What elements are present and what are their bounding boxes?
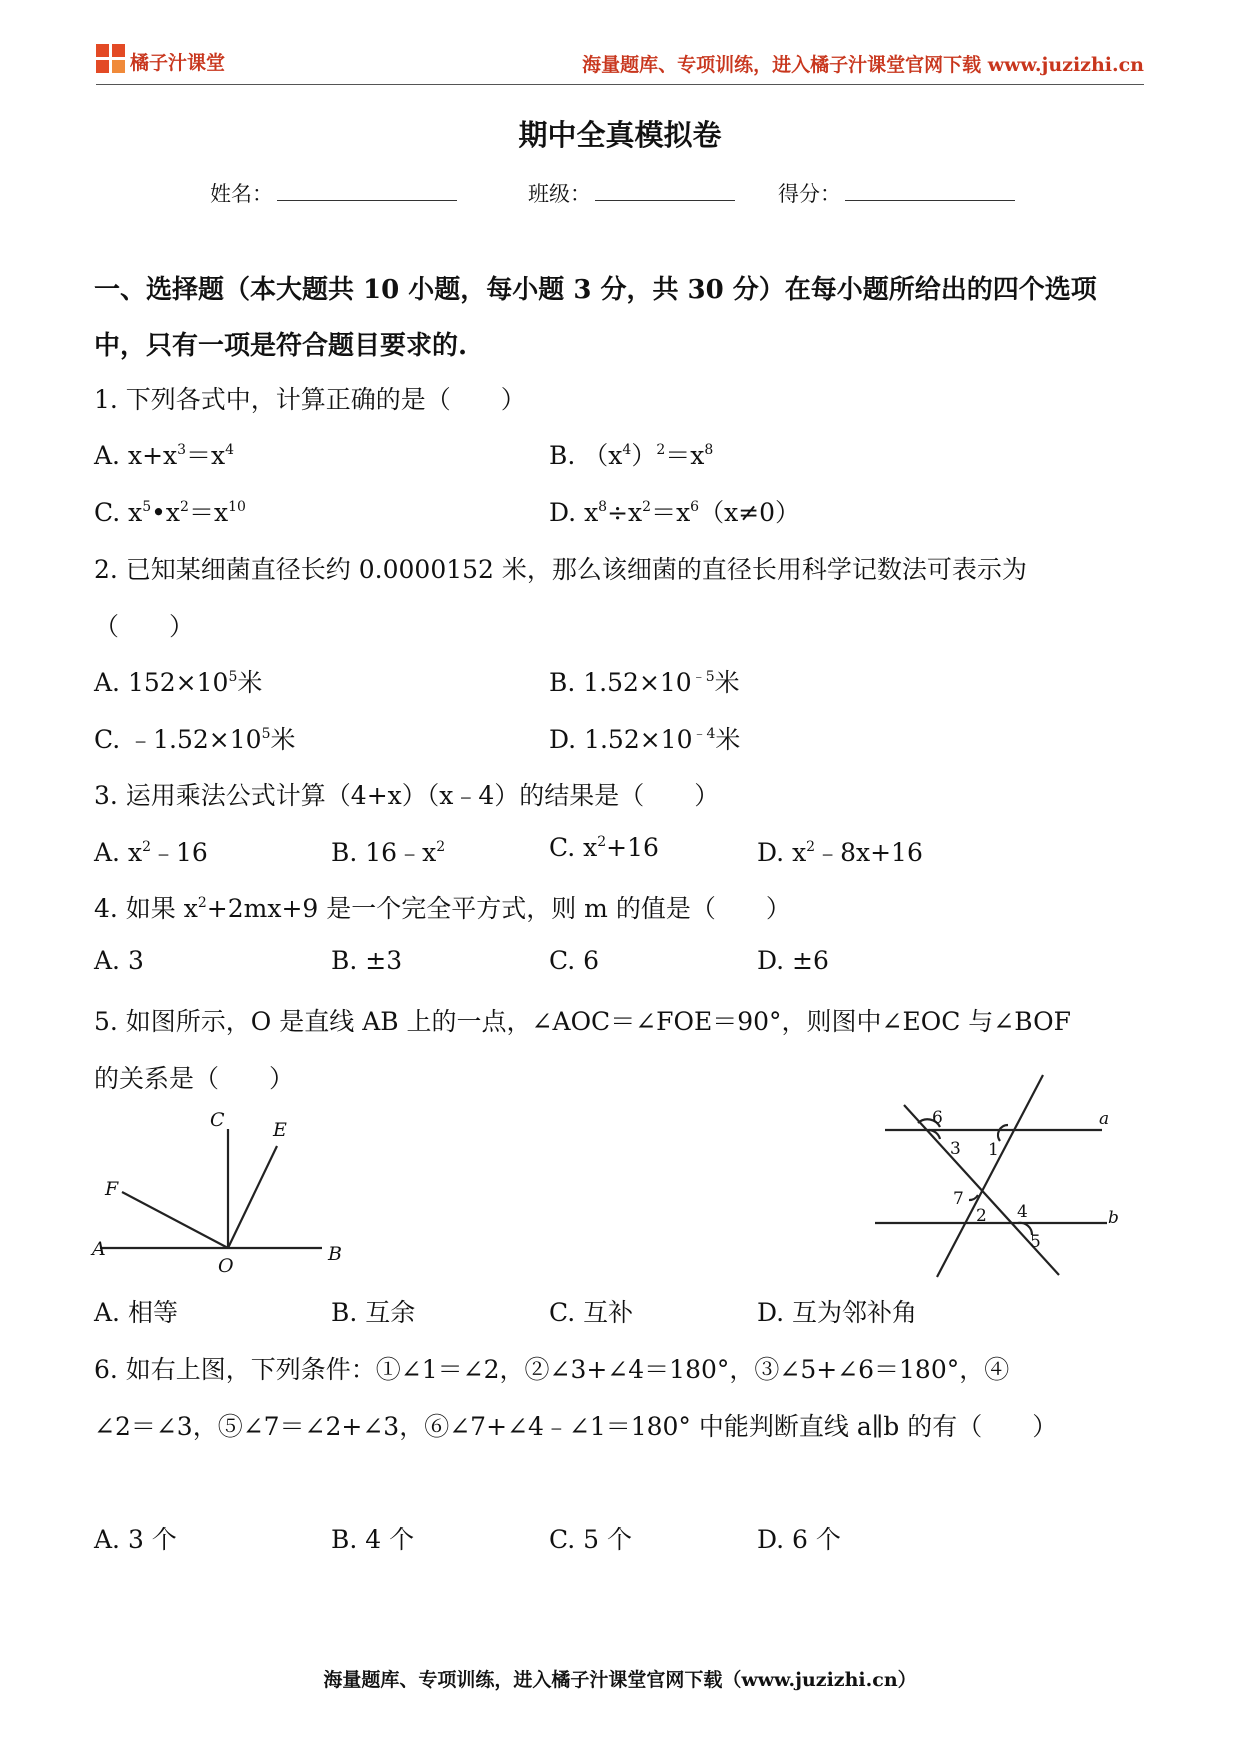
q6-option-a: A. 3 个 (94, 1525, 177, 1554)
label-e: E (273, 1119, 287, 1141)
q6-option-b: B. 4 个 (331, 1525, 415, 1554)
class-field (528, 178, 735, 208)
q5-stem-cont: 的关系是（ ） (94, 1064, 295, 1093)
label-3: 3 (950, 1139, 961, 1159)
label-5: 5 (1030, 1232, 1041, 1252)
class-label: 班级： (528, 182, 591, 206)
ray-oe (228, 1146, 277, 1248)
q6-stem-cont: ∠2＝∠3，⑤∠7＝∠2+∠3，⑥∠7+∠4﹣∠1＝180° 中能判断直线 a∥b 的有（ ） (94, 1412, 1058, 1441)
label-1: 1 (988, 1140, 999, 1160)
header-slogan: 海量题库、专项训练，进入橘子汁课堂官网下载 www.juzizhi.cn (582, 54, 1144, 76)
q4-option-a: A. 3 (94, 946, 144, 975)
q6-option-c: C. 5 个 (549, 1525, 632, 1554)
label-line-b: b (1108, 1208, 1119, 1228)
label-line-a: a (1099, 1109, 1110, 1129)
score-blank (845, 182, 1015, 201)
q5-angle-figure (90, 1105, 350, 1277)
q2-option-d: D. $1.52\times 10^{﹣4}$米 (549, 725, 741, 754)
logo-icon (96, 44, 126, 74)
label-a: A (92, 1238, 106, 1260)
q2-stem: 2. 已知某细菌直径长约 0.0000152 米，那么该细菌的直径长用科学记数法可表示为 (94, 555, 1027, 584)
label-o: O (218, 1255, 234, 1277)
q2-option-a: A. $152\times 10^5$米 (94, 668, 263, 697)
logo-text: 橘子汁课堂 (130, 52, 226, 74)
q2-option-b: B. $1.52\times 10^{﹣5}$米 (549, 668, 740, 697)
label-f: F (105, 1178, 119, 1200)
score-field (778, 178, 1015, 208)
q4-option-d: D. ±6 (757, 946, 829, 975)
footer-text: 海量题库、专项训练，进入橘子汁课堂官网下载（www.juzizhi.cn） (323, 1669, 917, 1691)
q1-option-d: D. $x^8\div x^2=x^6(x\ne 0)$ (549, 498, 801, 527)
label-4: 4 (1017, 1202, 1028, 1222)
q5-option-a: A. 相等 (94, 1298, 178, 1327)
q6-parallel-figure (870, 1065, 1130, 1290)
q5-option-d: D. 互为邻补角 (757, 1298, 918, 1327)
class-blank (595, 182, 735, 201)
section-heading: 一、选择题（本大题共 10 小题，每小题 3 分，共 30 分）在每小题所给出的四个选项中，只有一项是符合题目要求的. (94, 275, 1097, 361)
name-blank (277, 182, 457, 201)
ray-of (122, 1192, 228, 1248)
header-divider (96, 84, 1144, 85)
q3-option-d: D. $x^2﹣8x+16$ (757, 838, 923, 867)
q1-option-a: A. $x+x^3=x^4$ (94, 441, 235, 470)
q3-option-a: A. $x^2﹣16$ (94, 838, 208, 867)
q4-option-b: B. ±3 (331, 946, 403, 975)
q4-option-c: C. 6 (549, 946, 600, 975)
page-title: 期中全真模拟卷 (518, 118, 722, 152)
q1-stem: 1. 下列各式中，计算正确的是（ ） (94, 385, 526, 414)
name-label: 姓名： (210, 182, 273, 206)
q3-stem: 3. 运用乘法公式计算（4+x）（x﹣4）的结果是（ ） (94, 781, 720, 810)
q3-option-c: C. $x^2+16$ (549, 833, 659, 862)
q2-option-c: C. $﹣1.52\times 10^5$米 (94, 725, 296, 754)
q5-stem: 5. 如图所示，O 是直线 AB 上的一点，∠AOC＝∠FOE＝90°，则图中∠EOC 与∠BOF (94, 1007, 1071, 1036)
q5-option-b: B. 互余 (331, 1298, 416, 1327)
score-label: 得分： (778, 182, 841, 206)
angle-arc-1 (998, 1125, 1008, 1141)
q1-option-b: B. $(x^4)^2=x^8$ (549, 441, 714, 470)
q4-stem: 4. 如果 $x^2+2mx+9$ 是一个完全平方式，则 m 的值是（ ） (94, 894, 791, 923)
label-7: 7 (953, 1189, 964, 1209)
q1-option-c: C. $x^5•x^2=x^{10}$ (94, 498, 246, 527)
q6-option-d: D. 6 个 (757, 1525, 841, 1554)
label-b: B (328, 1243, 342, 1265)
label-2: 2 (976, 1206, 987, 1226)
transversal-1 (937, 1075, 1043, 1277)
q2-stem-cont: （ ） (94, 612, 195, 641)
q5-option-c: C. 互补 (549, 1298, 634, 1327)
name-field (210, 178, 457, 208)
label-c: C (210, 1109, 225, 1131)
q6-stem: 6. 如右上图，下列条件：①∠1＝∠2，②∠3+∠4＝180°，③∠5+∠6＝180°，④ (94, 1355, 1010, 1384)
q3-option-b: B. $16﹣x^2$ (331, 838, 446, 867)
label-6: 6 (932, 1108, 943, 1128)
